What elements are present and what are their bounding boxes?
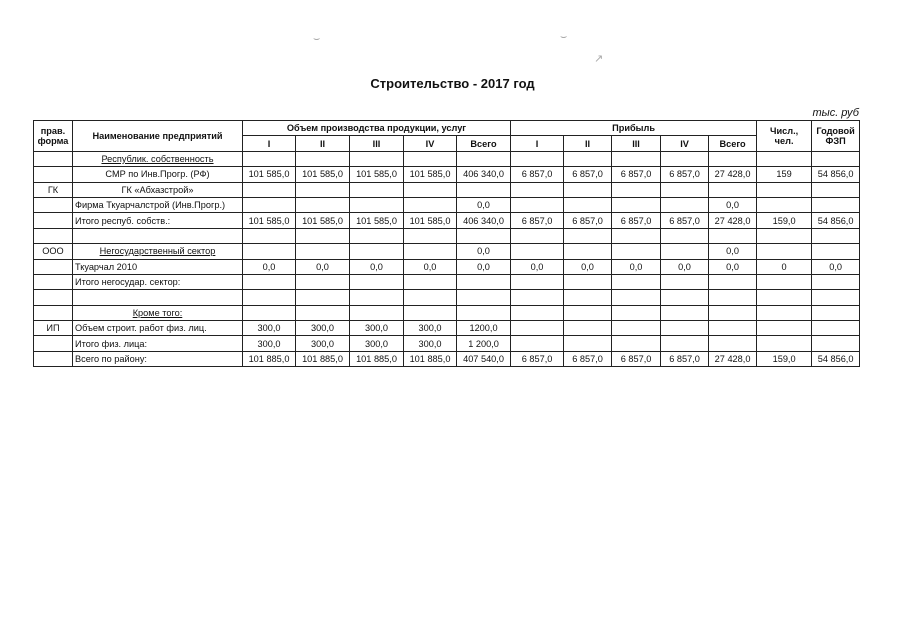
row-value <box>661 228 709 243</box>
row-value <box>757 321 812 336</box>
row-value: 101 885,0 <box>404 351 457 366</box>
row-value: 6 857,0 <box>564 351 612 366</box>
row-value <box>511 290 564 305</box>
row-form <box>34 351 73 366</box>
row-value <box>404 228 457 243</box>
table-row <box>34 197 860 212</box>
row-value <box>457 182 511 197</box>
row-value <box>511 336 564 351</box>
table-row <box>34 351 860 366</box>
row-form <box>34 167 73 182</box>
row-value: 54 856,0 <box>812 213 860 228</box>
row-form <box>34 290 73 305</box>
row-value <box>612 336 661 351</box>
row-value <box>243 244 296 259</box>
row-value <box>812 151 860 166</box>
row-value <box>564 290 612 305</box>
row-value: 0,0 <box>709 259 757 274</box>
row-form <box>34 336 73 351</box>
header-q4: IV <box>404 136 457 151</box>
header-q1: I <box>243 136 296 151</box>
row-value: 101 585,0 <box>296 167 350 182</box>
table-row <box>34 305 860 320</box>
header-name: Наименование предприятий <box>73 121 243 152</box>
row-value <box>812 290 860 305</box>
row-value <box>564 228 612 243</box>
row-value <box>457 305 511 320</box>
row-value: 6 857,0 <box>612 167 661 182</box>
row-value: 6 857,0 <box>612 351 661 366</box>
row-value <box>296 290 350 305</box>
header-staff: Числ., чел. <box>757 121 812 152</box>
row-value <box>812 244 860 259</box>
row-value <box>350 305 404 320</box>
row-form <box>34 197 73 212</box>
row-value <box>661 274 709 289</box>
scan-speck: ↗ <box>594 53 604 65</box>
row-value <box>404 182 457 197</box>
table-row <box>34 228 860 243</box>
row-name: Объем строит. работ физ. лиц. <box>73 321 243 336</box>
row-name: Итого негосудар. сектор: <box>73 274 243 289</box>
row-name: Итого физ. лица: <box>73 336 243 351</box>
table-row <box>34 167 860 182</box>
row-value <box>243 228 296 243</box>
row-value <box>296 182 350 197</box>
table-row <box>34 336 860 351</box>
row-value: 1200,0 <box>457 321 511 336</box>
row-value <box>812 228 860 243</box>
row-value <box>612 197 661 212</box>
row-value <box>350 228 404 243</box>
row-value <box>709 228 757 243</box>
row-value <box>511 151 564 166</box>
row-value: 406 340,0 <box>457 167 511 182</box>
row-value <box>564 197 612 212</box>
row-value: 6 857,0 <box>511 213 564 228</box>
row-value <box>511 321 564 336</box>
row-value <box>812 321 860 336</box>
row-value <box>243 151 296 166</box>
row-value: 0,0 <box>404 259 457 274</box>
row-value <box>511 197 564 212</box>
table-row <box>34 244 860 259</box>
row-value: 27 428,0 <box>709 213 757 228</box>
row-value: 300,0 <box>404 336 457 351</box>
row-value <box>709 151 757 166</box>
row-value <box>564 321 612 336</box>
row-value <box>709 321 757 336</box>
row-name: Негосударственный сектор <box>73 244 243 259</box>
row-value <box>612 321 661 336</box>
row-form <box>34 151 73 166</box>
row-value: 101 585,0 <box>243 167 296 182</box>
header-form: прав. форма <box>34 121 73 152</box>
row-value: 101 885,0 <box>296 351 350 366</box>
row-value <box>457 290 511 305</box>
row-value <box>757 228 812 243</box>
row-value <box>511 274 564 289</box>
row-value: 159,0 <box>757 213 812 228</box>
row-value <box>404 197 457 212</box>
row-form <box>34 305 73 320</box>
row-value: 0,0 <box>457 197 511 212</box>
row-value: 6 857,0 <box>661 213 709 228</box>
table-row <box>34 290 860 305</box>
row-value <box>404 274 457 289</box>
row-value: 0,0 <box>612 259 661 274</box>
report-table <box>33 120 860 367</box>
row-value <box>296 274 350 289</box>
row-value <box>757 182 812 197</box>
row-value: 6 857,0 <box>564 213 612 228</box>
row-form: ООО <box>34 244 73 259</box>
row-value: 6 857,0 <box>661 351 709 366</box>
scan-speck: ⌣ <box>560 31 568 43</box>
row-value <box>350 197 404 212</box>
row-value <box>457 274 511 289</box>
row-value <box>661 336 709 351</box>
row-value <box>296 228 350 243</box>
header-fzp: Годовой ФЗП <box>812 121 860 152</box>
row-value: 27 428,0 <box>709 351 757 366</box>
row-value: 0,0 <box>661 259 709 274</box>
row-value: 101 585,0 <box>404 213 457 228</box>
row-value <box>757 305 812 320</box>
row-value <box>612 244 661 259</box>
row-name: Всего по району: <box>73 351 243 366</box>
row-value: 300,0 <box>404 321 457 336</box>
row-name: Итого респуб. собств.: <box>73 213 243 228</box>
row-form <box>34 213 73 228</box>
row-value <box>812 336 860 351</box>
row-value <box>457 228 511 243</box>
row-value: 0 <box>757 259 812 274</box>
row-name: Республик. собственность <box>73 151 243 166</box>
row-value <box>243 290 296 305</box>
row-value <box>812 197 860 212</box>
header-profit-q2: II <box>564 136 612 151</box>
header-profit-q1: I <box>511 136 564 151</box>
header-volume: Объем производства продукции, услуг <box>243 121 511 136</box>
row-value <box>350 274 404 289</box>
row-value <box>350 290 404 305</box>
row-value: 6 857,0 <box>564 167 612 182</box>
row-value: 101 585,0 <box>296 213 350 228</box>
row-value <box>511 244 564 259</box>
row-value <box>757 290 812 305</box>
row-value: 0,0 <box>296 259 350 274</box>
row-value <box>812 305 860 320</box>
row-name: Фирма Ткуарчалстрой (Инв.Прогр.) <box>73 197 243 212</box>
row-value: 0,0 <box>243 259 296 274</box>
table-row <box>34 151 860 166</box>
header-profit-q4: IV <box>661 136 709 151</box>
header-q3: III <box>350 136 404 151</box>
units-label: тыс. руб <box>812 107 859 119</box>
page-title: Строительство - 2017 год <box>370 76 535 91</box>
row-value <box>564 244 612 259</box>
row-value: 0,0 <box>350 259 404 274</box>
row-name: СМР по Инв.Прогр. (РФ) <box>73 167 243 182</box>
row-form: ИП <box>34 321 73 336</box>
table-row <box>34 259 860 274</box>
row-value: 300,0 <box>296 336 350 351</box>
row-value <box>564 274 612 289</box>
row-value <box>757 244 812 259</box>
row-value <box>661 151 709 166</box>
row-value: 0,0 <box>457 244 511 259</box>
row-value <box>350 182 404 197</box>
row-name <box>73 290 243 305</box>
row-value: 6 857,0 <box>511 351 564 366</box>
row-value: 0,0 <box>812 259 860 274</box>
header-q2: II <box>296 136 350 151</box>
row-form <box>34 228 73 243</box>
row-value <box>564 305 612 320</box>
header-profit-total: Всего <box>709 136 757 151</box>
row-form <box>34 274 73 289</box>
row-value: 0,0 <box>511 259 564 274</box>
row-value <box>661 197 709 212</box>
row-value <box>612 182 661 197</box>
row-value: 27 428,0 <box>709 167 757 182</box>
row-value <box>661 321 709 336</box>
row-value <box>243 197 296 212</box>
row-value <box>296 305 350 320</box>
row-value: 159,0 <box>757 351 812 366</box>
row-value <box>564 151 612 166</box>
row-value: 6 857,0 <box>661 167 709 182</box>
row-value <box>709 182 757 197</box>
row-value: 406 340,0 <box>457 213 511 228</box>
row-value <box>612 290 661 305</box>
row-value <box>296 151 350 166</box>
row-value <box>612 274 661 289</box>
row-value <box>350 151 404 166</box>
row-value: 6 857,0 <box>612 213 661 228</box>
row-name: Ткуарчал 2010 <box>73 259 243 274</box>
row-value: 1 200,0 <box>457 336 511 351</box>
table-row <box>34 182 860 197</box>
row-value <box>709 274 757 289</box>
row-value: 101 585,0 <box>350 167 404 182</box>
row-value <box>812 182 860 197</box>
row-value <box>709 305 757 320</box>
row-value <box>709 290 757 305</box>
row-value: 300,0 <box>350 321 404 336</box>
row-value <box>612 151 661 166</box>
row-value <box>757 197 812 212</box>
row-value: 300,0 <box>350 336 404 351</box>
row-value <box>296 244 350 259</box>
row-value <box>404 151 457 166</box>
row-value: 0,0 <box>564 259 612 274</box>
row-value <box>350 244 404 259</box>
row-value: 0,0 <box>457 259 511 274</box>
row-value <box>812 274 860 289</box>
row-value <box>404 305 457 320</box>
row-value <box>564 336 612 351</box>
row-value: 0,0 <box>709 244 757 259</box>
row-value <box>612 228 661 243</box>
header-total: Всего <box>457 136 511 151</box>
header-profit: Прибыль <box>511 121 757 136</box>
row-value: 300,0 <box>243 336 296 351</box>
row-value: 6 857,0 <box>511 167 564 182</box>
row-value: 407 540,0 <box>457 351 511 366</box>
scan-speck: ⌣ <box>313 33 321 45</box>
row-value: 300,0 <box>296 321 350 336</box>
row-value: 101 585,0 <box>404 167 457 182</box>
row-value <box>457 151 511 166</box>
row-form: ГК <box>34 182 73 197</box>
row-value <box>511 228 564 243</box>
row-value: 101 585,0 <box>350 213 404 228</box>
row-value: 0,0 <box>709 197 757 212</box>
row-value <box>404 290 457 305</box>
row-value <box>243 305 296 320</box>
row-value <box>404 244 457 259</box>
table-row <box>34 213 860 228</box>
row-value: 54 856,0 <box>812 351 860 366</box>
row-value <box>511 182 564 197</box>
row-name <box>73 228 243 243</box>
row-value <box>757 336 812 351</box>
row-value: 54 856,0 <box>812 167 860 182</box>
row-value: 101 585,0 <box>243 213 296 228</box>
row-value <box>661 290 709 305</box>
row-value <box>243 182 296 197</box>
table-row <box>34 274 860 289</box>
row-value <box>296 197 350 212</box>
row-name: ГК «Абхазстрой» <box>73 182 243 197</box>
row-value <box>511 305 564 320</box>
row-value <box>243 274 296 289</box>
row-value <box>564 182 612 197</box>
row-value <box>757 274 812 289</box>
row-value <box>661 305 709 320</box>
header-profit-q3: III <box>612 136 661 151</box>
row-value: 101 885,0 <box>243 351 296 366</box>
row-value: 159 <box>757 167 812 182</box>
row-value <box>709 336 757 351</box>
row-form <box>34 259 73 274</box>
row-value: 101 885,0 <box>350 351 404 366</box>
row-value <box>757 151 812 166</box>
row-value <box>661 244 709 259</box>
row-value <box>612 305 661 320</box>
table-row <box>34 321 860 336</box>
row-name: Кроме того: <box>73 305 243 320</box>
row-value: 300,0 <box>243 321 296 336</box>
row-value <box>661 182 709 197</box>
